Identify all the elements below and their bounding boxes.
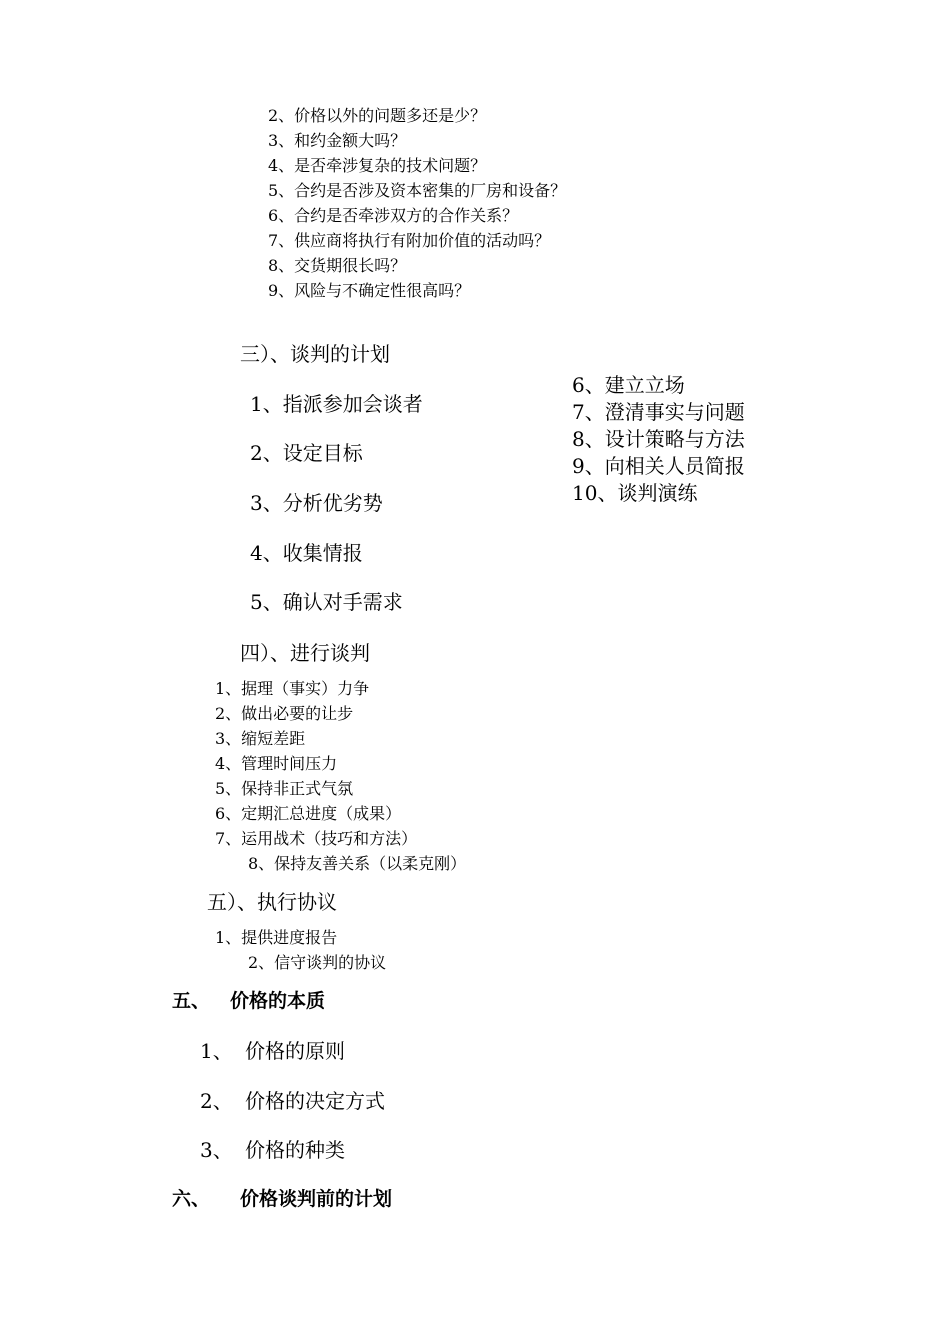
- list-item: 9、风险与不确定性很高吗？: [268, 281, 471, 300]
- part-title: 价格的本质: [230, 990, 326, 1012]
- list-item: 10、谈判演练: [572, 481, 698, 505]
- list-item: 2、信守谈判的协议: [248, 953, 387, 972]
- list-item: 价格的决定方式: [245, 1089, 385, 1113]
- item-number: 1、: [200, 1039, 233, 1063]
- item-number: 3、: [200, 1138, 233, 1162]
- list-item: 5、确认对手需求: [250, 590, 403, 614]
- list-item: 8、保持友善关系（以柔克刚）: [248, 854, 467, 873]
- part-number: 六、: [172, 1188, 211, 1210]
- list-item: 8、交货期很长吗？: [268, 256, 407, 275]
- list-item: 9、向相关人员简报: [572, 454, 745, 478]
- item-number: 2、: [200, 1089, 233, 1113]
- list-item: 2、价格以外的问题多还是少？: [268, 106, 487, 125]
- list-item: 6、建立立场: [572, 373, 685, 397]
- list-item: 3、和约金额大吗？: [268, 131, 407, 150]
- list-item: 5、保持非正式气氛: [215, 779, 354, 798]
- list-item: 4、是否牵涉复杂的技术问题？: [268, 156, 487, 175]
- list-item: 2、设定目标: [250, 441, 363, 465]
- list-item: 4、收集情报: [250, 541, 363, 565]
- list-item: 7、供应商将执行有附加价值的活动吗？: [268, 231, 551, 250]
- section-heading: 三）、谈判的计划: [240, 342, 390, 366]
- list-item: 1、提供进度报告: [215, 928, 338, 947]
- list-item: 4、管理时间压力: [215, 754, 338, 773]
- list-item: 7、澄清事实与问题: [572, 400, 745, 424]
- section-heading: 五）、执行协议: [207, 890, 337, 914]
- list-item: 2、做出必要的让步: [215, 704, 354, 723]
- section-heading: 四）、进行谈判: [240, 641, 370, 665]
- list-item: 5、合约是否涉及资本密集的厂房和设备？: [268, 181, 567, 200]
- list-item: 7、运用战术（技巧和方法）: [215, 829, 418, 848]
- list-item: 3、缩短差距: [215, 729, 306, 748]
- list-item: 价格的种类: [245, 1138, 345, 1162]
- list-item: 6、定期汇总进度（成果）: [215, 804, 402, 823]
- list-item: 价格的原则: [245, 1039, 345, 1063]
- list-item: 3、分析优劣势: [250, 491, 383, 515]
- list-item: 1、据理（事实）力争: [215, 679, 370, 698]
- list-item: 1、指派参加会谈者: [250, 392, 423, 416]
- list-item: 8、设计策略与方法: [572, 427, 745, 451]
- part-title: 价格谈判前的计划: [240, 1188, 393, 1210]
- part-number: 五、: [172, 990, 211, 1012]
- list-item: 6、合约是否牵涉双方的合作关系？: [268, 206, 519, 225]
